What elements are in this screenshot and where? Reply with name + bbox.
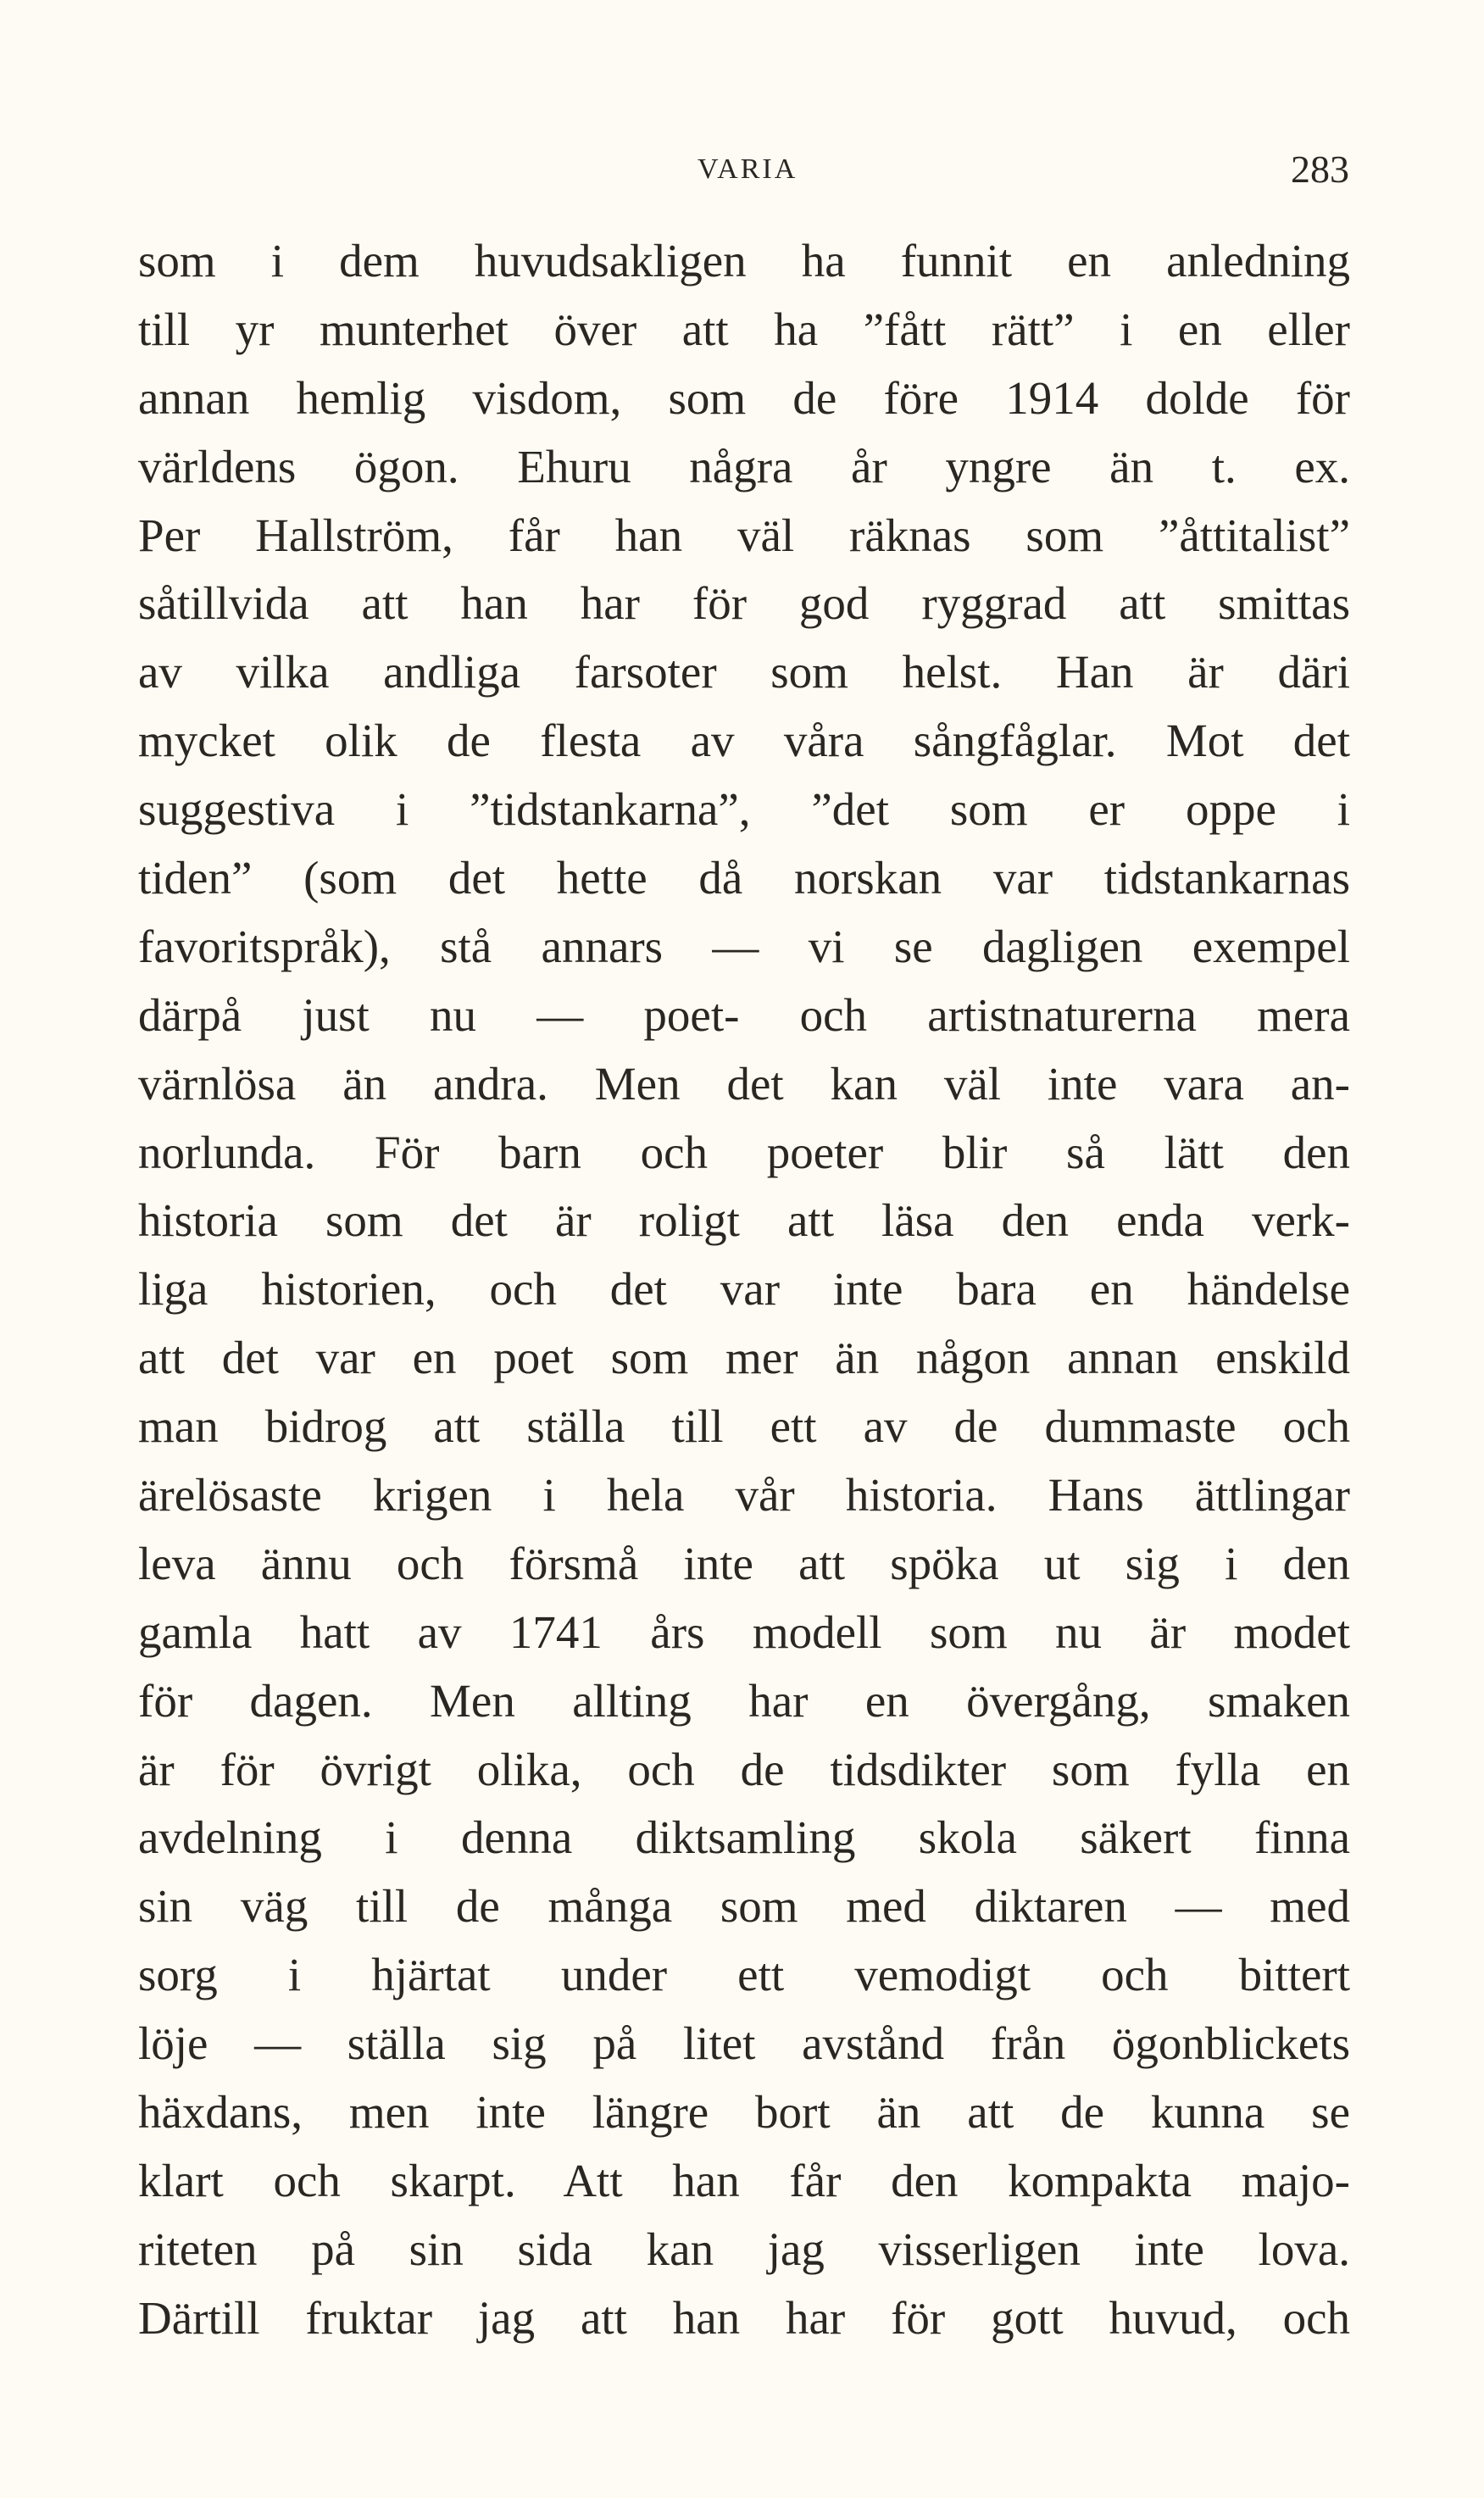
text-line: sin väg till de många som med diktaren — med	[138, 1880, 1350, 1933]
text-line: historia som det är roligt att läsa den enda verk-	[138, 1194, 1350, 1247]
text-line: Därtill fruktar jag att han har för gott huvud, och	[138, 2291, 1350, 2344]
text-line: tiden” (som det hette då norskan var tidstankarnas	[138, 852, 1350, 904]
text-line: därpå just nu — poet- och artistnaturerna mera	[138, 988, 1350, 1041]
text-line: riteten på sin sida kan jag visserligen inte lova.	[138, 2223, 1350, 2275]
text-line: häxdans, men inte längre bort än att de kunna se	[138, 2086, 1350, 2139]
text-line: suggestiva i ”tidstankarna”, ”det som er oppe i	[138, 783, 1350, 836]
text-line: avdelning i denna diktsamling skola säkert finna	[138, 1811, 1350, 1864]
text-line: sorg i hjärtat under ett vemodigt och bittert	[138, 1949, 1350, 2001]
text-line: annan hemlig visdom, som de före 1914 dolde för	[138, 371, 1350, 424]
text-line: Per Hallström, får han väl räknas som ”åttitalist”	[138, 509, 1350, 561]
text-line: gamla hatt av 1741 års modell som nu är modet	[138, 1605, 1350, 1658]
text-line: man bidrog att ställa till ett av de dummaste och	[138, 1400, 1350, 1453]
text-line: som i dem huvudsakligen ha funnit en anledning	[138, 235, 1350, 287]
text-line: till yr munterhet över att ha ”fått rätt” i en eller	[138, 303, 1350, 355]
text-line: att det var en poet som mer än någon annan enskild	[138, 1332, 1350, 1384]
body-text	[138, 227, 1350, 2353]
text-line: värnlösa än andra. Men det kan väl inte vara an-	[138, 1057, 1350, 1110]
text-line: för dagen. Men allting har en övergång, smaken	[138, 1674, 1350, 1727]
text-line: såtillvida att han har för god ryggrad att smittas	[138, 577, 1350, 630]
text-line: norlunda. För barn och poeter blir så lätt den	[138, 1126, 1350, 1178]
text-line: leva ännu och försmå inte att spöka ut sig i den	[138, 1537, 1350, 1589]
text-line: av vilka andliga farsoter som helst. Han är däri	[138, 646, 1350, 698]
text-line: är för övrigt olika, och de tidsdikter som fylla en	[138, 1743, 1350, 1795]
text-line: löje — ställa sig på litet avstånd från ögonblickets	[138, 2017, 1350, 2070]
running-title: VARIA	[698, 153, 798, 185]
text-line: favoritspråk), stå annars — vi se dagligen exempel	[138, 920, 1350, 972]
text-line: ärelösaste krigen i hela vår historia. Hans ättlingar	[138, 1469, 1350, 1522]
text-line: mycket olik de flesta av våra sångfåglar. Mot det	[138, 715, 1350, 767]
text-line: klart och skarpt. Att han får den kompakta majo-	[138, 2154, 1350, 2206]
text-line: liga historien, och det var inte bara en händelse	[138, 1263, 1350, 1316]
page-number: 283	[1291, 147, 1349, 191]
running-head	[0, 144, 1484, 195]
text-line: världens ögon. Ehuru några år yngre än t. ex.	[138, 440, 1350, 492]
